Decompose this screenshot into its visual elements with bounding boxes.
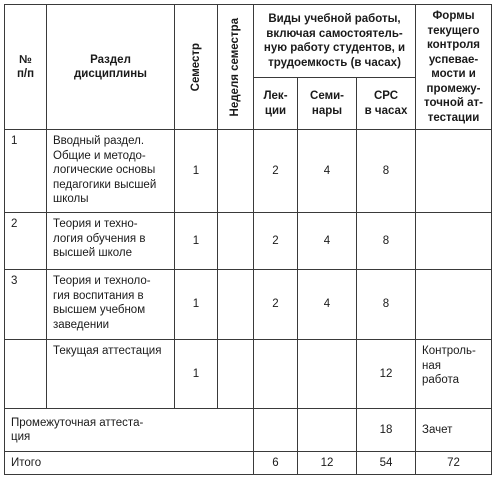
row-week [218, 213, 254, 270]
intermediate-seminars [298, 409, 357, 452]
row-week [218, 130, 254, 213]
row-seminars: 4 [298, 213, 357, 270]
intermediate-control: Зачет [416, 409, 492, 452]
header-week-cell [218, 5, 254, 130]
table-row [5, 340, 492, 409]
total-srs: 54 [357, 452, 416, 475]
header-srs: СРС в часах [357, 78, 416, 130]
row-lectures: 2 [254, 213, 298, 270]
total-label: Итого [5, 452, 254, 475]
row-section: Теория и техноло- гия воспитания в высшем учебном заведении [47, 270, 175, 340]
intermediate-srs: 18 [357, 409, 416, 452]
row-num: 3 [5, 270, 47, 340]
row-section: Текущая аттестация [47, 340, 175, 409]
row-seminars [298, 340, 357, 409]
row-control [416, 130, 492, 213]
row-semester: 1 [175, 130, 218, 213]
row-semester: 1 [175, 340, 218, 409]
row-srs: 12 [357, 340, 416, 409]
row-week [218, 340, 254, 409]
total-control: 72 [416, 452, 492, 475]
header-control: Формы текущего контроля успевае- мости и промежу- точной ат- тестации [416, 5, 492, 130]
total-lectures: 6 [254, 452, 298, 475]
row-lectures: 2 [254, 130, 298, 213]
row-control [416, 213, 492, 270]
header-semester-cell [175, 5, 218, 130]
table-row [5, 213, 492, 270]
intermediate-lectures [254, 409, 298, 452]
header-seminars: Семи- нары [298, 78, 357, 130]
row-num: 2 [5, 213, 47, 270]
intermediate-row [5, 409, 492, 452]
row-semester: 1 [175, 213, 218, 270]
row-section: Теория и техно- логия обучения в высшей школе [47, 213, 175, 270]
row-seminars: 4 [298, 130, 357, 213]
row-control [416, 270, 492, 340]
intermediate-label: Промежуточная аттеста- ция [5, 409, 254, 452]
row-seminars: 4 [298, 270, 357, 340]
row-srs: 8 [357, 130, 416, 213]
row-lectures [254, 340, 298, 409]
row-section: Вводный раздел. Общие и методо- логические основы педагогики высшей школы [47, 130, 175, 213]
curriculum-table [4, 4, 492, 475]
row-srs: 8 [357, 270, 416, 340]
header-semester: Семестр [189, 42, 202, 92]
header-week: Неделя семестра [229, 17, 242, 117]
header-num: № п/п [5, 5, 47, 130]
total-seminars: 12 [298, 452, 357, 475]
header-section: Раздел дисциплины [47, 5, 175, 130]
row-num: 1 [5, 130, 47, 213]
row-lectures: 2 [254, 270, 298, 340]
row-srs: 8 [357, 213, 416, 270]
row-control: Контроль- ная работа [416, 340, 492, 409]
row-week [218, 270, 254, 340]
total-row [5, 452, 492, 475]
table-row [5, 270, 492, 340]
header-lectures: Лек- ции [254, 78, 298, 130]
table-row [5, 130, 492, 213]
header-activity-group: Виды учебной работы, включая самостоятель- ную работу студентов, и трудоемкость (в часах) [254, 5, 416, 78]
row-num [5, 340, 47, 409]
row-semester: 1 [175, 270, 218, 340]
